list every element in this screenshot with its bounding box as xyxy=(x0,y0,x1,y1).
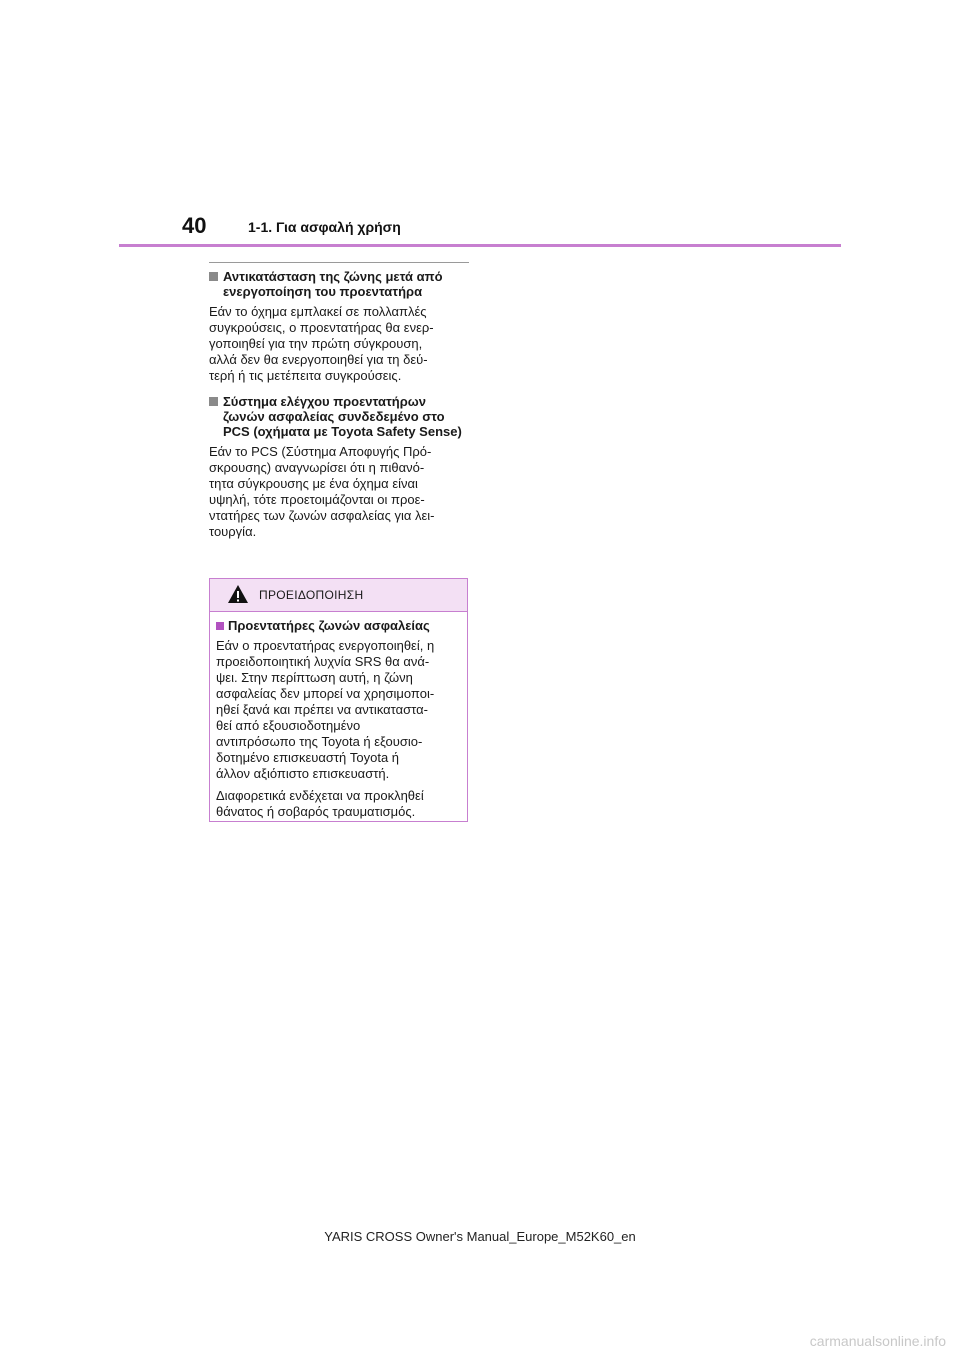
section-heading-text: Αντικατάσταση της ζώνης μετά από ενεργοποίηση του προεντατήρα xyxy=(223,269,443,299)
main-column xyxy=(209,262,469,550)
section-divider xyxy=(209,262,469,263)
square-bullet-icon xyxy=(209,272,218,281)
warning-paragraph-2: Διαφορετικά ενδέχεται να προκληθεί θάνατος ή σοβαρός τραυματισμός. xyxy=(216,788,424,819)
square-bullet-icon xyxy=(209,397,218,406)
warning-triangle-icon xyxy=(227,584,249,604)
warning-paragraph-1: Εάν ο προεντατήρας ενεργοποιηθεί, η προειδοποιητική λυχνία SRS θα ανά- ψει. Στην περίπτωση αυτή, η ζώνη ασφαλείας δεν μπορεί να χρησιμοποι- ηθεί ξανά και πρέπει να αντικαταστα- θεί από εξουσιοδοτημένο αντιπρόσωπο της Toyota ή εξουσιο- δοτημένο επισκευαστή Toyota ή άλλον αξιόπιστο επισκευαστή. xyxy=(216,638,435,781)
warning-title: ΠΡΟΕΙΔΟΠΟΙΗΣΗ xyxy=(259,588,364,602)
page-footer: YARIS CROSS Owner's Manual_Europe_M52K60_en xyxy=(324,1229,636,1244)
section-body-pcs-pretensioner: Εάν το PCS (Σύστημα Αποφυγής Πρό- σκρουσης) αναγνωρίσει ότι η πιθανό- τητα σύγκρουσης με ένα όχημα είναι υψηλή, τότε προετοιμάζονται οι προε- ντατήρες των ζωνών ασφαλείας για λει- τουργία. xyxy=(209,444,435,539)
section-heading-belt-replacement xyxy=(209,269,469,299)
watermark: carmanualsonline.info xyxy=(809,1333,946,1349)
warning-header xyxy=(210,579,467,612)
section-heading-pcs-pretensioner xyxy=(209,394,469,439)
square-bullet-icon xyxy=(216,622,224,630)
header-divider xyxy=(119,244,841,247)
warning-box xyxy=(209,578,468,822)
section-heading-text: Σύστημα ελέγχου προεντατήρων ζωνών ασφαλείας συνδεδεμένο στο PCS (οχήματα με Toyota Safety Sense) xyxy=(223,394,462,439)
section-body-belt-replacement: Εάν το όχημα εμπλακεί σε πολλαπλές συγκρούσεις, ο προεντατήρας θα ενερ- γοποιηθεί για την πρώτη σύγκρουση, αλλά δεν θα ενεργοποιηθεί για τη δεύ- τερή ή τις μετέπειτα συγκρούσεις. xyxy=(209,304,434,383)
warning-body xyxy=(210,612,467,820)
warning-heading-text: Προεντατήρες ζωνών ασφαλείας xyxy=(228,618,430,633)
page-number: 40 xyxy=(182,213,207,238)
warning-heading xyxy=(216,618,461,633)
chapter-title: 1-1. Για ασφαλή χρήση xyxy=(248,219,401,235)
